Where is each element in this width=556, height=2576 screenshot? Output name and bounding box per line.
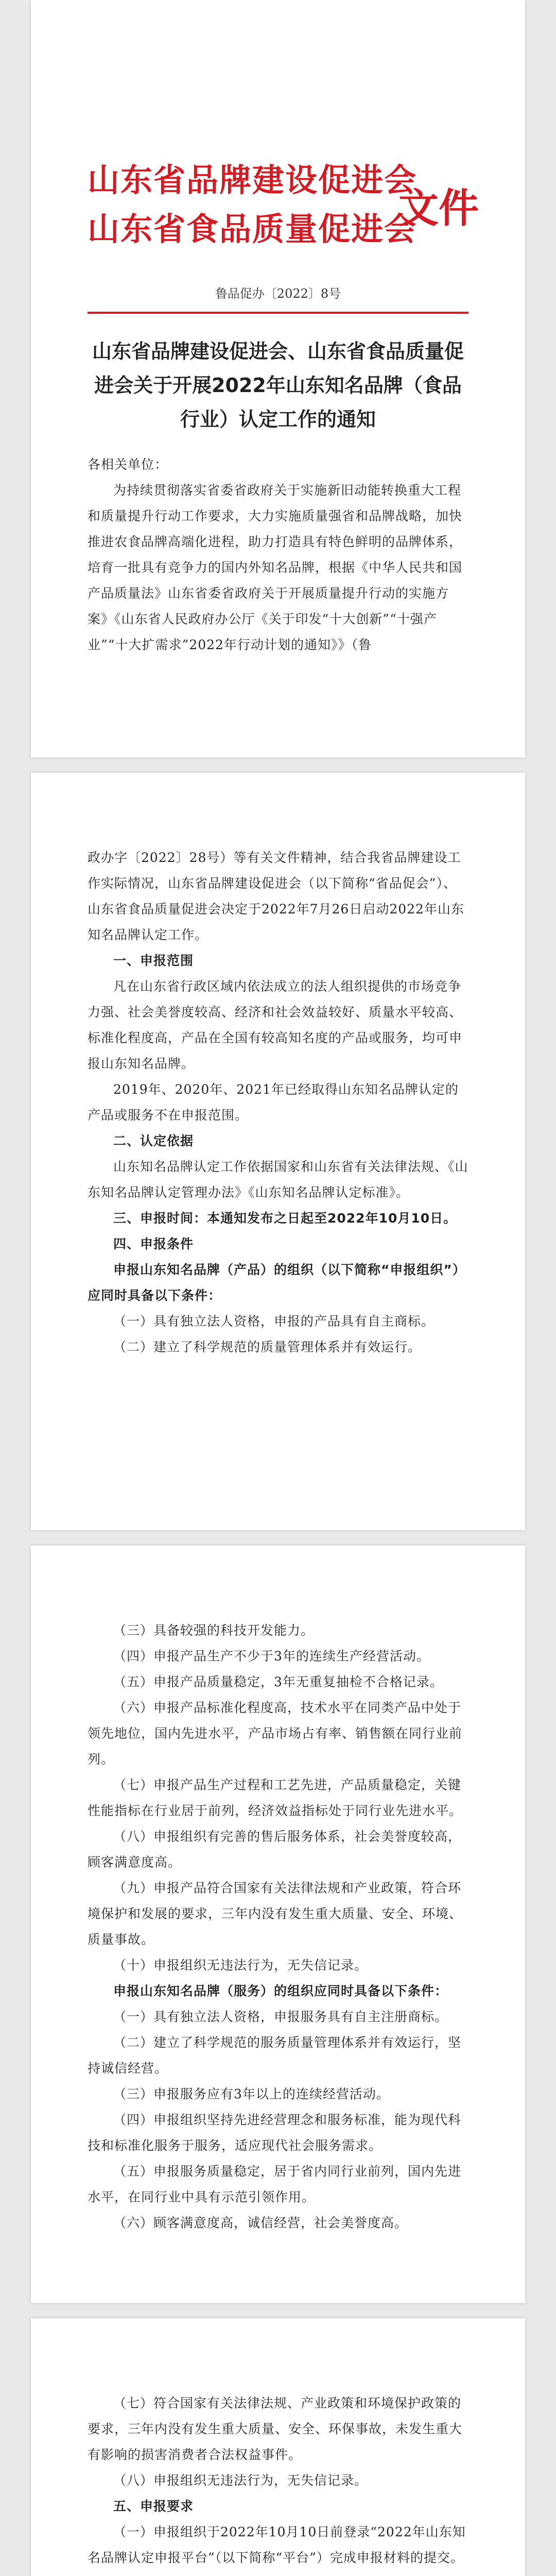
page-1 — [31, 0, 525, 757]
header-org-2: 山东省食品质量促进会 — [88, 210, 418, 248]
requirement-2 — [88, 2571, 468, 2576]
page-3 — [31, 1546, 525, 2303]
section-1-p2: 2019年、2020年、2021年已经取得山东知名品牌认定的产品或服务不在申报范围。 — [88, 1082, 459, 1123]
requirement-1: （一）申报组织于2022年10月10日前登录“2022年山东知名品牌认定申报平台”（以下简称“平台”）完成申报材料的提交。 — [88, 2524, 466, 2565]
red-divider — [88, 312, 468, 314]
document-number: 鲁品促办〔2022〕8号 — [215, 286, 341, 301]
condition-9: （九）申报产品符合国家有关法律法规和产业政策，符合环境保护和发展的要求，三年内没有发生重大质量、安全、环境、质量事故。 — [88, 1880, 463, 1947]
service-condition-5: （五）申报服务质量稳定，居于省内同行业前列，国内先进水平，在同行业中具有示范引领作用。 — [88, 2164, 462, 2205]
section-5-title: 五、申报要求 — [113, 2499, 194, 2514]
salutation: 各相关单位： — [88, 457, 168, 472]
section-2-p1: 山东知名品牌认定工作依据国家和山东省有关法律法规、《山东知名品牌认定管理办法》《山东知名品牌认定标准》。 — [88, 1159, 468, 1200]
service-condition-1: （一）具有独立法人资格，申报服务具有自主注册商标。 — [113, 2009, 448, 2024]
page-4 — [31, 2318, 525, 2576]
section-2-title: 二、认定依据 — [113, 1133, 194, 1148]
condition-8: （八）申报组织有完善的售后服务体系，社会美誉度较高，顾客满意度高。 — [88, 1829, 462, 1870]
section-1-title: 一、申报范围 — [113, 953, 194, 968]
condition-2: （二）建立了科学规范的质量管理体系并有效运行。 — [113, 1340, 422, 1354]
document-header — [88, 155, 479, 273]
condition-10: （十）申报组织无违法行为，无失信记录。 — [113, 1958, 368, 1973]
document-title: 山东省品牌建设促进会、山东省食品质量促进会关于开展2022年山东知名品牌（食品行业）认定工作的通知 — [92, 340, 464, 431]
condition-3: （三）具备较强的科技开发能力。 — [113, 1623, 315, 1638]
section-1-p1: 凡在山东省行政区域内依法成立的法人组织提供的市场竞争力强、社会美誉度较高、经济和社会效益较好、质量水平较高、标准化程度高，产品在全国有较高知名度的产品或服务，均可申报山东知名品牌。 — [88, 979, 463, 1071]
intro-paragraph: 为持续贯彻落实省委省政府关于实施新旧动能转换重大工程和质量提升行动工作要求，大力实施质量强省和品牌战略，加快推进农食品牌高端化进程，助力打造具有特色鲜明的品牌体系，培育一批具有竞争力的国内外知名品牌，根据《中华人民共和国产品质量法》山东省委省政府关于开展质量提升行动的实施方案》《山东省人民政府办公厅《关于印发“十大创新”“十强产业”“十大扩需求”2022年行动计划的通知》》（鲁 — [88, 483, 463, 652]
condition-6: （六）申报产品标准化程度高，技术水平在同类产品中处于领先地位，国内先进水平，产品市场占有率、销售额在同行业前列。 — [88, 1700, 463, 1767]
service-condition-3: （三）申报服务应有3年以上的连续经营活动。 — [113, 2087, 390, 2102]
condition-7: （七）申报产品生产过程和工艺先进，产品质量稳定，关键性能指标在行业居于前列，经济效益指标处于同行业先进水平。 — [88, 1777, 463, 1818]
service-condition-8: （八）申报组织无违法行为，无失信记录。 — [113, 2473, 368, 2488]
header-wenjian: 文件 — [398, 185, 479, 232]
service-condition-6: （六）顾客满意度高，诚信经营，社会美誉度高。 — [113, 2215, 408, 2230]
service-condition-7: （七）符合国家有关法律法规、产业政策和环境保护政策的要求，三年内没有发生重大质量、安全、环保事故，未发生重大有影响的损害消费者合法权益事件。 — [88, 2396, 463, 2462]
header-org-1: 山东省品牌建设促进会 — [88, 161, 418, 199]
intro-continued: 政办字〔2022〕28号）等有关文件精神，结合我省品牌建设工作实际情况，山东省品牌建设促进会（以下简称“省品促会”）、山东省食品质量促进会决定于2022年7月26日启动2022年山东知名品牌认定工作。 — [88, 850, 464, 942]
section-4-sub2: 申报山东知名品牌（服务）的组织应同时具备以下条件： — [113, 1984, 448, 1998]
section-4-title: 四、申报条件 — [113, 1236, 194, 1251]
section-3-title: 三、申报时间：本通知发布之日起至2022年10月10日。 — [113, 1211, 457, 1226]
service-condition-2: （二）建立了科学规范的服务质量管理体系并有效运行，坚持诚信经营。 — [88, 2035, 462, 2076]
condition-5: （五）申报产品质量稳定，3年无重复抽检不合格记录。 — [113, 1674, 443, 1689]
section-4-sub1: 申报山东知名品牌（产品）的组织（以下简称“申报组织”）应同时具备以下条件： — [88, 1262, 466, 1303]
condition-4: （四）申报产品生产不少于3年的连续生产经营活动。 — [113, 1649, 430, 1664]
page-2 — [31, 773, 525, 1530]
condition-1: （一）具有独立法人资格，申报的产品具有自主商标。 — [113, 1314, 435, 1329]
service-condition-4: （四）申报组织坚持先进经营理念和服务标准，能为现代科技和标准化服务于服务，适应现代社会服务需求。 — [88, 2112, 462, 2153]
